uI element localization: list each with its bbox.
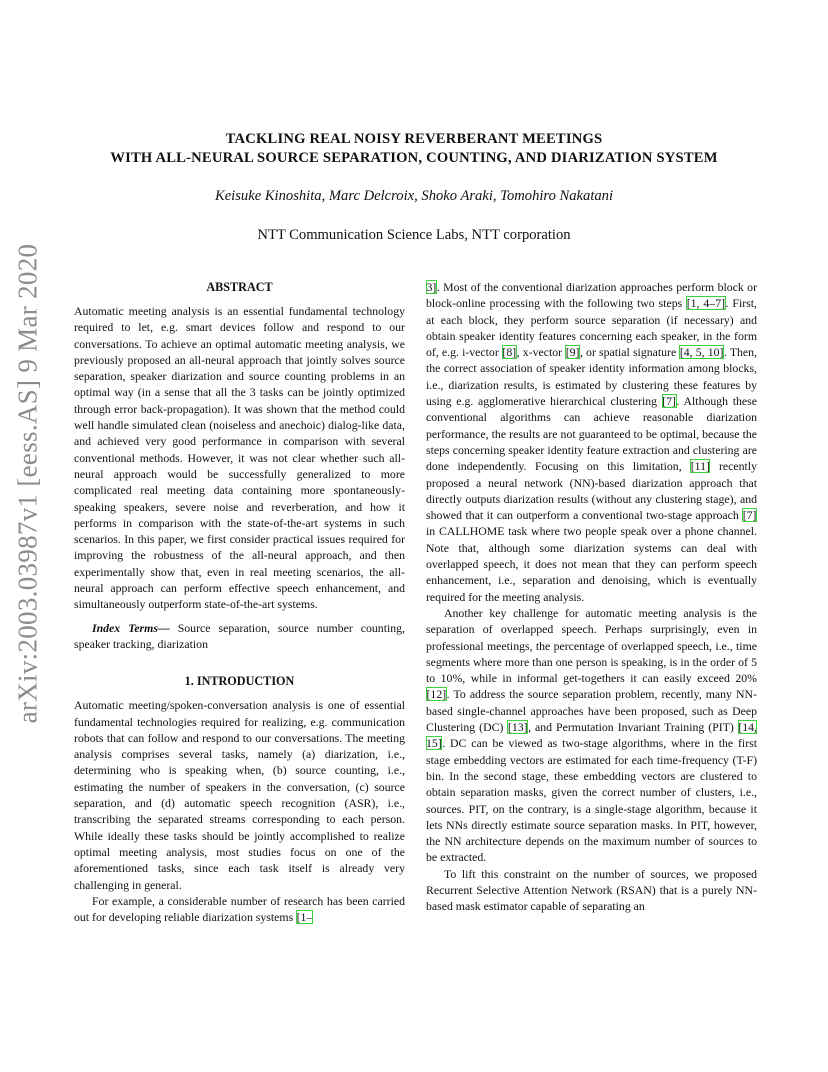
paper-title-line-1: TACKLING REAL NOISY REVERBERANT MEETINGS (225, 131, 603, 147)
citation-link[interactable]: [1– (296, 910, 313, 925)
citation-link[interactable]: [12] (426, 687, 447, 702)
paragraph-text: Another key challenge for automatic meeting analysis is the separation of overlapped speech. Perhaps surprisingly, even in professional meetings, the percentage of overlapped speech, i.e., time segments where more than one person is speaking, is in the order of 5 to 10%, while in informal get-togethers it can easily exceed 20% (426, 605, 757, 686)
abstract-heading: ABSTRACT (206, 280, 273, 294)
paragraph-text: , x-vector (516, 345, 566, 360)
author-affiliation: NTT Communication Science Labs, NTT corporation (257, 227, 571, 243)
arxiv-identifier-stamp (10, 243, 46, 723)
abstract-text: Automatic meeting analysis is an essential fundamental technology required to let, e.g. smart devices follow and respond to our conversations. To achieve an optimal automatic meeting analysis, we previously proposed an all-neural approach that jointly solves source separation, speaker diarization and source counting problems in an optimal way (in a sense that all the 3 tasks can be jointly optimized through error back-propagation). It was shown that the method could well handle simulated clean (noiseless and anechoic) dialog-like data, and achieved very good performance in comparison with several conventional methods. However, it was not clear whether such all-neural approach would be successfully generalized to more complicated real meeting data containing more spontaneously-speaking speakers, severe noise and reverberation, and how it performs in comparison with the state-of-the-art systems in such scenarios. In this paper, we first consider practical issues required for improving the robustness of the all-neural approach, and then experimentally show that, even in real meeting scenarios, the all-neural approach can perform effective speech enhancement, and simultaneously outperform state-of-the-art systems. (74, 304, 405, 612)
paper-title (60, 130, 768, 168)
index-terms-label: Index Terms— (92, 620, 170, 635)
author-list: Keisuke Kinoshita, Marc Delcroix, Shoko Araki, Tomohiro Nakatani (214, 188, 614, 204)
arxiv-identifier-text: arXiv:2003.03987v1 [eess.AS] 9 Mar 2020 (12, 243, 43, 723)
paragraph-text: , and Permutation Invariant Training (PIT) (528, 720, 738, 735)
right-paragraph-2 (426, 605, 757, 866)
index-terms-text: Source separation, source number counting, speaker tracking, diarization (74, 620, 405, 651)
paragraph-text: in CALLHOME task where two people speak over a phone channel. Note that, although some diarization systems can deal with overlapped speech, it does not mean that they can perform speech enhancement, i.e., separation and denoising, which is eventually required for the meeting analysis. (426, 524, 757, 604)
introduction-heading: 1. INTRODUCTION (184, 674, 295, 689)
paragraph-text: . Most of the conventional diarization approaches perform block or block-online processing with the following two steps (426, 280, 757, 311)
introduction-paragraph-1: Automatic meeting/spoken-conversation analysis is one of essential fundamental technologies required for realizing, e.g. communication robots that can follow and respond to our conversations. The meeting analysis comprises several tasks, namely (a) diarization, i.e., determining who is speaking when, (b) source counting, i.e., estimating the number of speakers in the conversation, (c) source separation, and (d) automatic speech recognition (ASR), i.e., transcribing the separated streams corresponding to each person. While ideally these tasks should be jointly accomplished to realize optimal meeting analysis, most studies focus on one of the aforementioned tasks, since each task itself is already very challenging in general. (74, 698, 405, 892)
paragraph-text: . First, at each block, they perform source separation (if necessary) and obtain speaker identity features concerning each speaker, in the form of, e.g. i-vector (426, 296, 758, 360)
citation-link[interactable]: [11] (690, 459, 710, 474)
left-column (74, 279, 405, 925)
citation-link[interactable]: [4, 5, 10] (679, 345, 724, 360)
citation-link[interactable]: [7] (662, 394, 676, 409)
paragraph-text: . Although these conventional algorithms can achieve reasonable diarization performance, the results are not guaranteed to be optimal, because the steps concerning speaker identity feature extraction and clustering are done independently. Focusing on this limitation, (426, 394, 757, 474)
paragraph-text: . Then, the correct association of speaker identity information among blocks, i.e., diarization results, is estimated by clustering these features by using e.g. agglomerative hierarchical clustering (426, 345, 758, 409)
citation-link[interactable]: [13] (507, 720, 528, 735)
citation-link[interactable]: [8] (502, 345, 517, 360)
index-terms (74, 620, 405, 653)
introduction-paragraph-2-text: For example, a considerable number of research has been carried out for developing reliable diarization systems (74, 893, 405, 925)
paragraph-text: . To address the source separation problem, recently, many NN-based single-channel approaches have been proposed, such as Deep Clustering (DC) (426, 687, 757, 735)
right-paragraph-1 (426, 279, 757, 605)
paragraph-text: . DC can be viewed as two-stage algorithms, where in the first stage embedding vectors are estimated for each time-frequency (T-F) bin. In the second stage, these embedding vectors are clustered to obtain separation masks, given the correct number of clusters, i.e., sources. PIT, on the contrary, is a single-stage algorithm, because it lets NNs directly estimate source separation masks. In PIT, however, the NN architecture depends on the maximum number of sources to be extracted. (426, 736, 757, 865)
paper-title-line-2: WITH ALL-NEURAL SOURCE SEPARATION, COUNTING, AND DIARIZATION SYSTEM (110, 150, 718, 166)
citation-link[interactable]: [1, 4–7] (686, 296, 726, 311)
citation-link[interactable]: 3] (426, 280, 437, 294)
citation-link[interactable]: [7] (742, 508, 757, 523)
citation-link[interactable]: [14, 15] (426, 720, 758, 751)
right-column (426, 279, 757, 915)
paragraph-text: recently proposed a neural network (NN)-based diarization approach that directly outputs diarization results (without any clustering stage), and showed that it can outperform a conventional two-stage approach (426, 459, 757, 523)
citation-link[interactable]: [9] (565, 345, 580, 360)
right-paragraph-3: To lift this constraint on the number of sources, we proposed Recurrent Selective Attention Network (RSAN) that is a purely NN-based mask estimator capable of separating an (426, 866, 757, 914)
introduction-paragraph-2 (74, 893, 405, 926)
paragraph-text: , or spatial signature (579, 345, 680, 360)
